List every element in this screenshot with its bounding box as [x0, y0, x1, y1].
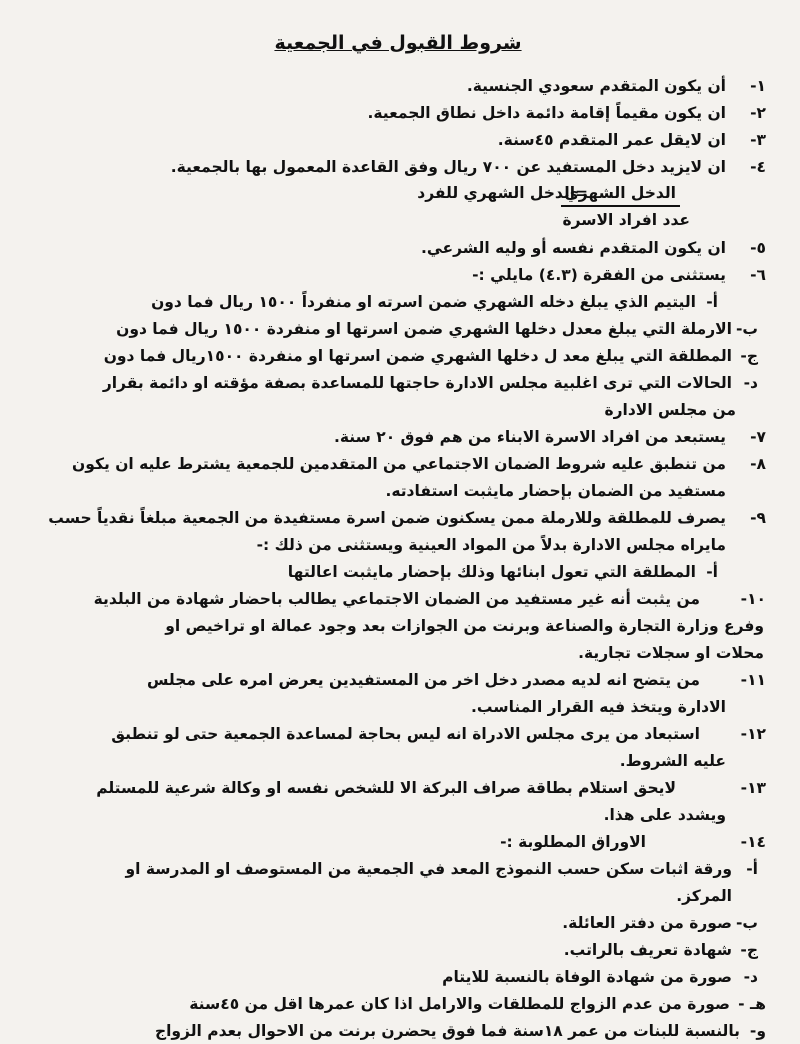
- condition-item-6: [30, 263, 766, 288]
- item-number: ١١-: [740, 671, 766, 689]
- condition-item-10-continuation: وفرع وزارة التجارة والصناعة وبرنت من الجوازات بعد وجود عمالة او تراخيص او: [165, 617, 764, 635]
- sub-item-14d: [30, 965, 766, 990]
- sub-item-6a: [30, 290, 766, 315]
- item-text: يصرف للمطلقة وللارملة ممن يسكنون ضمن اسرة مستفيدة من الجمعية مبلغاً نقدياً حسب: [48, 509, 726, 527]
- item-number: ٥-: [750, 239, 766, 257]
- sub-item-text: صورة من عدم الزواج للمطلقات والارامل اذا كان عمرها اقل من ٤٥سنة: [189, 995, 730, 1013]
- condition-item-13: [30, 776, 766, 801]
- sub-item-text: صورة من دفتر العائلة.: [562, 914, 732, 932]
- sub-item-letter: د-: [743, 374, 758, 392]
- sub-item-14f: [30, 1019, 766, 1044]
- condition-item-5: [30, 236, 766, 261]
- sub-item-letter: و-: [749, 1022, 766, 1040]
- sub-item-letter: أ-: [746, 860, 758, 878]
- condition-item-12: [30, 722, 766, 747]
- sub-item-letter: ب-: [735, 320, 758, 338]
- item-text: لايحق استلام بطاقة صراف البركة الا للشخص نفسه او وكالة شرعية للمستلم: [96, 779, 676, 797]
- sub-item-9a: [30, 560, 766, 585]
- item-number: ١-: [750, 77, 766, 95]
- item-number: ٤-: [750, 158, 766, 176]
- condition-item-13-continuation: ويشدد على هذا.: [603, 806, 726, 824]
- condition-item-8: [30, 452, 766, 477]
- sub-item-text: الارملة التي يبلغ معدل دخلها الشهري ضمن اسرتها او منفردة ١٥٠٠ ريال فما دون: [116, 320, 732, 338]
- formula-denominator: عدد افراد الاسرة: [562, 211, 690, 229]
- formula-numerator: الدخل الشهري: [561, 182, 680, 207]
- item-text: ان يكون مقيماً إقامة دائمة داخل نطاق الجمعية.: [367, 104, 726, 122]
- sub-item-6c: [30, 344, 766, 369]
- item-text: ان يكون المتقدم نفسه أو وليه الشرعي.: [420, 239, 726, 257]
- sub-item-letter: ج-: [740, 941, 758, 959]
- sub-item-14b: [30, 911, 766, 936]
- item-text: من يثبت أنه غير مستفيد من الضمان الاجتماعي يطالب باحضار شهادة من البلدية: [93, 590, 700, 608]
- item-text: الاوراق المطلوبة :-: [500, 833, 646, 851]
- condition-item-9-continuation: مايراه مجلس الادارة بدلاً من المواد العينية ويستثنى من ذلك :-: [256, 536, 726, 554]
- sub-item-letter: هـ -: [738, 995, 766, 1013]
- sub-item-text: المطلقة التي يبلغ معد ل دخلها الشهري ضمن اسرتها او منفردة ١٥٠٠ريال فما دون: [103, 347, 732, 365]
- sub-item-text: اليتيم الذي يبلغ دخله الشهري ضمن اسرته او منفرداً ١٥٠٠ ريال فما دون: [151, 293, 696, 311]
- item-text: من يتضح انه لديه مصدر دخل اخر من المستفيدين يعرض امره على مجلس: [147, 671, 700, 689]
- item-number: ٩-: [750, 509, 766, 527]
- item-text: يستثنى من الفقرة (٤.٣) مايلي :-: [472, 266, 726, 284]
- item-number: ٢-: [750, 104, 766, 122]
- sub-item-14a-continuation: المركز.: [676, 887, 732, 905]
- sub-item-text: الحالات التي ترى اغلبية مجلس الادارة حاجتها للمساعدة بصفة مؤقته او دائمة بقرار: [102, 374, 732, 392]
- sub-item-text: ورقة اثبات سكن حسب النموذج المعد في الجمعية من المستوصف او المدرسة او: [125, 860, 732, 878]
- sub-item-letter: د-: [743, 968, 758, 986]
- item-text: من تنطبق عليه شروط الضمان الاجتماعي من المتقدمين للجمعية يشترط عليه ان يكون: [72, 455, 726, 473]
- sub-item-letter: أ-: [706, 293, 718, 311]
- item-number: ١٢-: [740, 725, 766, 743]
- sub-item-letter: ج-: [740, 347, 758, 365]
- condition-item-14: [30, 830, 766, 855]
- sub-item-text: شهادة تعريف بالراتب.: [563, 941, 732, 959]
- condition-item-11: [30, 668, 766, 693]
- item-number: ١٠-: [740, 590, 766, 608]
- condition-item-3: [30, 128, 766, 153]
- item-text: أن يكون المتقدم سعودي الجنسية.: [466, 77, 726, 95]
- condition-item-1: [30, 74, 766, 99]
- sub-item-text: المطلقة التي تعول ابنائها وذلك بإحضار مايثبت اعالتها: [287, 563, 696, 581]
- sub-item-text: بالنسبة للبنات من عمر ١٨سنة فما فوق يحضرن برنت من الاحوال بعدم الزواج: [154, 1022, 740, 1040]
- item-text: ان لايقل عمر المتقدم ٤٥سنة.: [497, 131, 726, 149]
- condition-item-2: [30, 101, 766, 126]
- item-number: ٣-: [750, 131, 766, 149]
- item-number: ١٤-: [740, 833, 766, 851]
- condition-item-10: [30, 587, 766, 612]
- condition-item-10-continuation-2: محلات او سجلات تجارية.: [578, 644, 764, 662]
- item-number: ٧-: [750, 428, 766, 446]
- item-text: ان لايزيد دخل المستفيد عن ٧٠٠ ريال وفق القاعدة المعمول بها بالجمعية.: [170, 158, 726, 176]
- item-number: ١٣-: [740, 779, 766, 797]
- income-formula: [30, 182, 766, 234]
- item-text: يستبعد من افراد الاسرة الابناء من هم فوق ٢٠ سنة.: [333, 428, 726, 446]
- condition-item-11-continuation: الادارة ويتخذ فيه القرار المناسب.: [471, 698, 726, 716]
- item-text: استبعاد من يرى مجلس الادراة انه ليس بحاجة لمساعدة الجمعية حتى لو تنطبق: [111, 725, 700, 743]
- condition-item-12-continuation: عليه الشروط.: [619, 752, 726, 770]
- sub-item-6b: [30, 317, 766, 342]
- sub-item-6d: [30, 371, 766, 396]
- sub-item-letter: أ-: [706, 563, 718, 581]
- sub-item-14c: [30, 938, 766, 963]
- item-number: ٦-: [750, 266, 766, 284]
- condition-item-4: [30, 155, 766, 180]
- page-title: شروط القبول في الجمعية: [274, 32, 522, 54]
- condition-item-7: [30, 425, 766, 450]
- formula-result: =الدخل الشهري للفرد: [417, 184, 588, 202]
- sub-item-text: صورة من شهادة الوفاة بالنسبة للايتام: [442, 968, 732, 986]
- condition-item-9: [30, 506, 766, 531]
- sub-item-letter: ب-: [735, 914, 758, 932]
- item-number: ٨-: [750, 455, 766, 473]
- sub-item-6d-continuation: من مجلس الادارة: [604, 401, 736, 419]
- sub-item-14a: [30, 857, 766, 882]
- condition-item-8-continuation: مستفيد من الضمان بإحضار مايثبت استفادته.: [385, 482, 726, 500]
- sub-item-14e: [30, 992, 766, 1017]
